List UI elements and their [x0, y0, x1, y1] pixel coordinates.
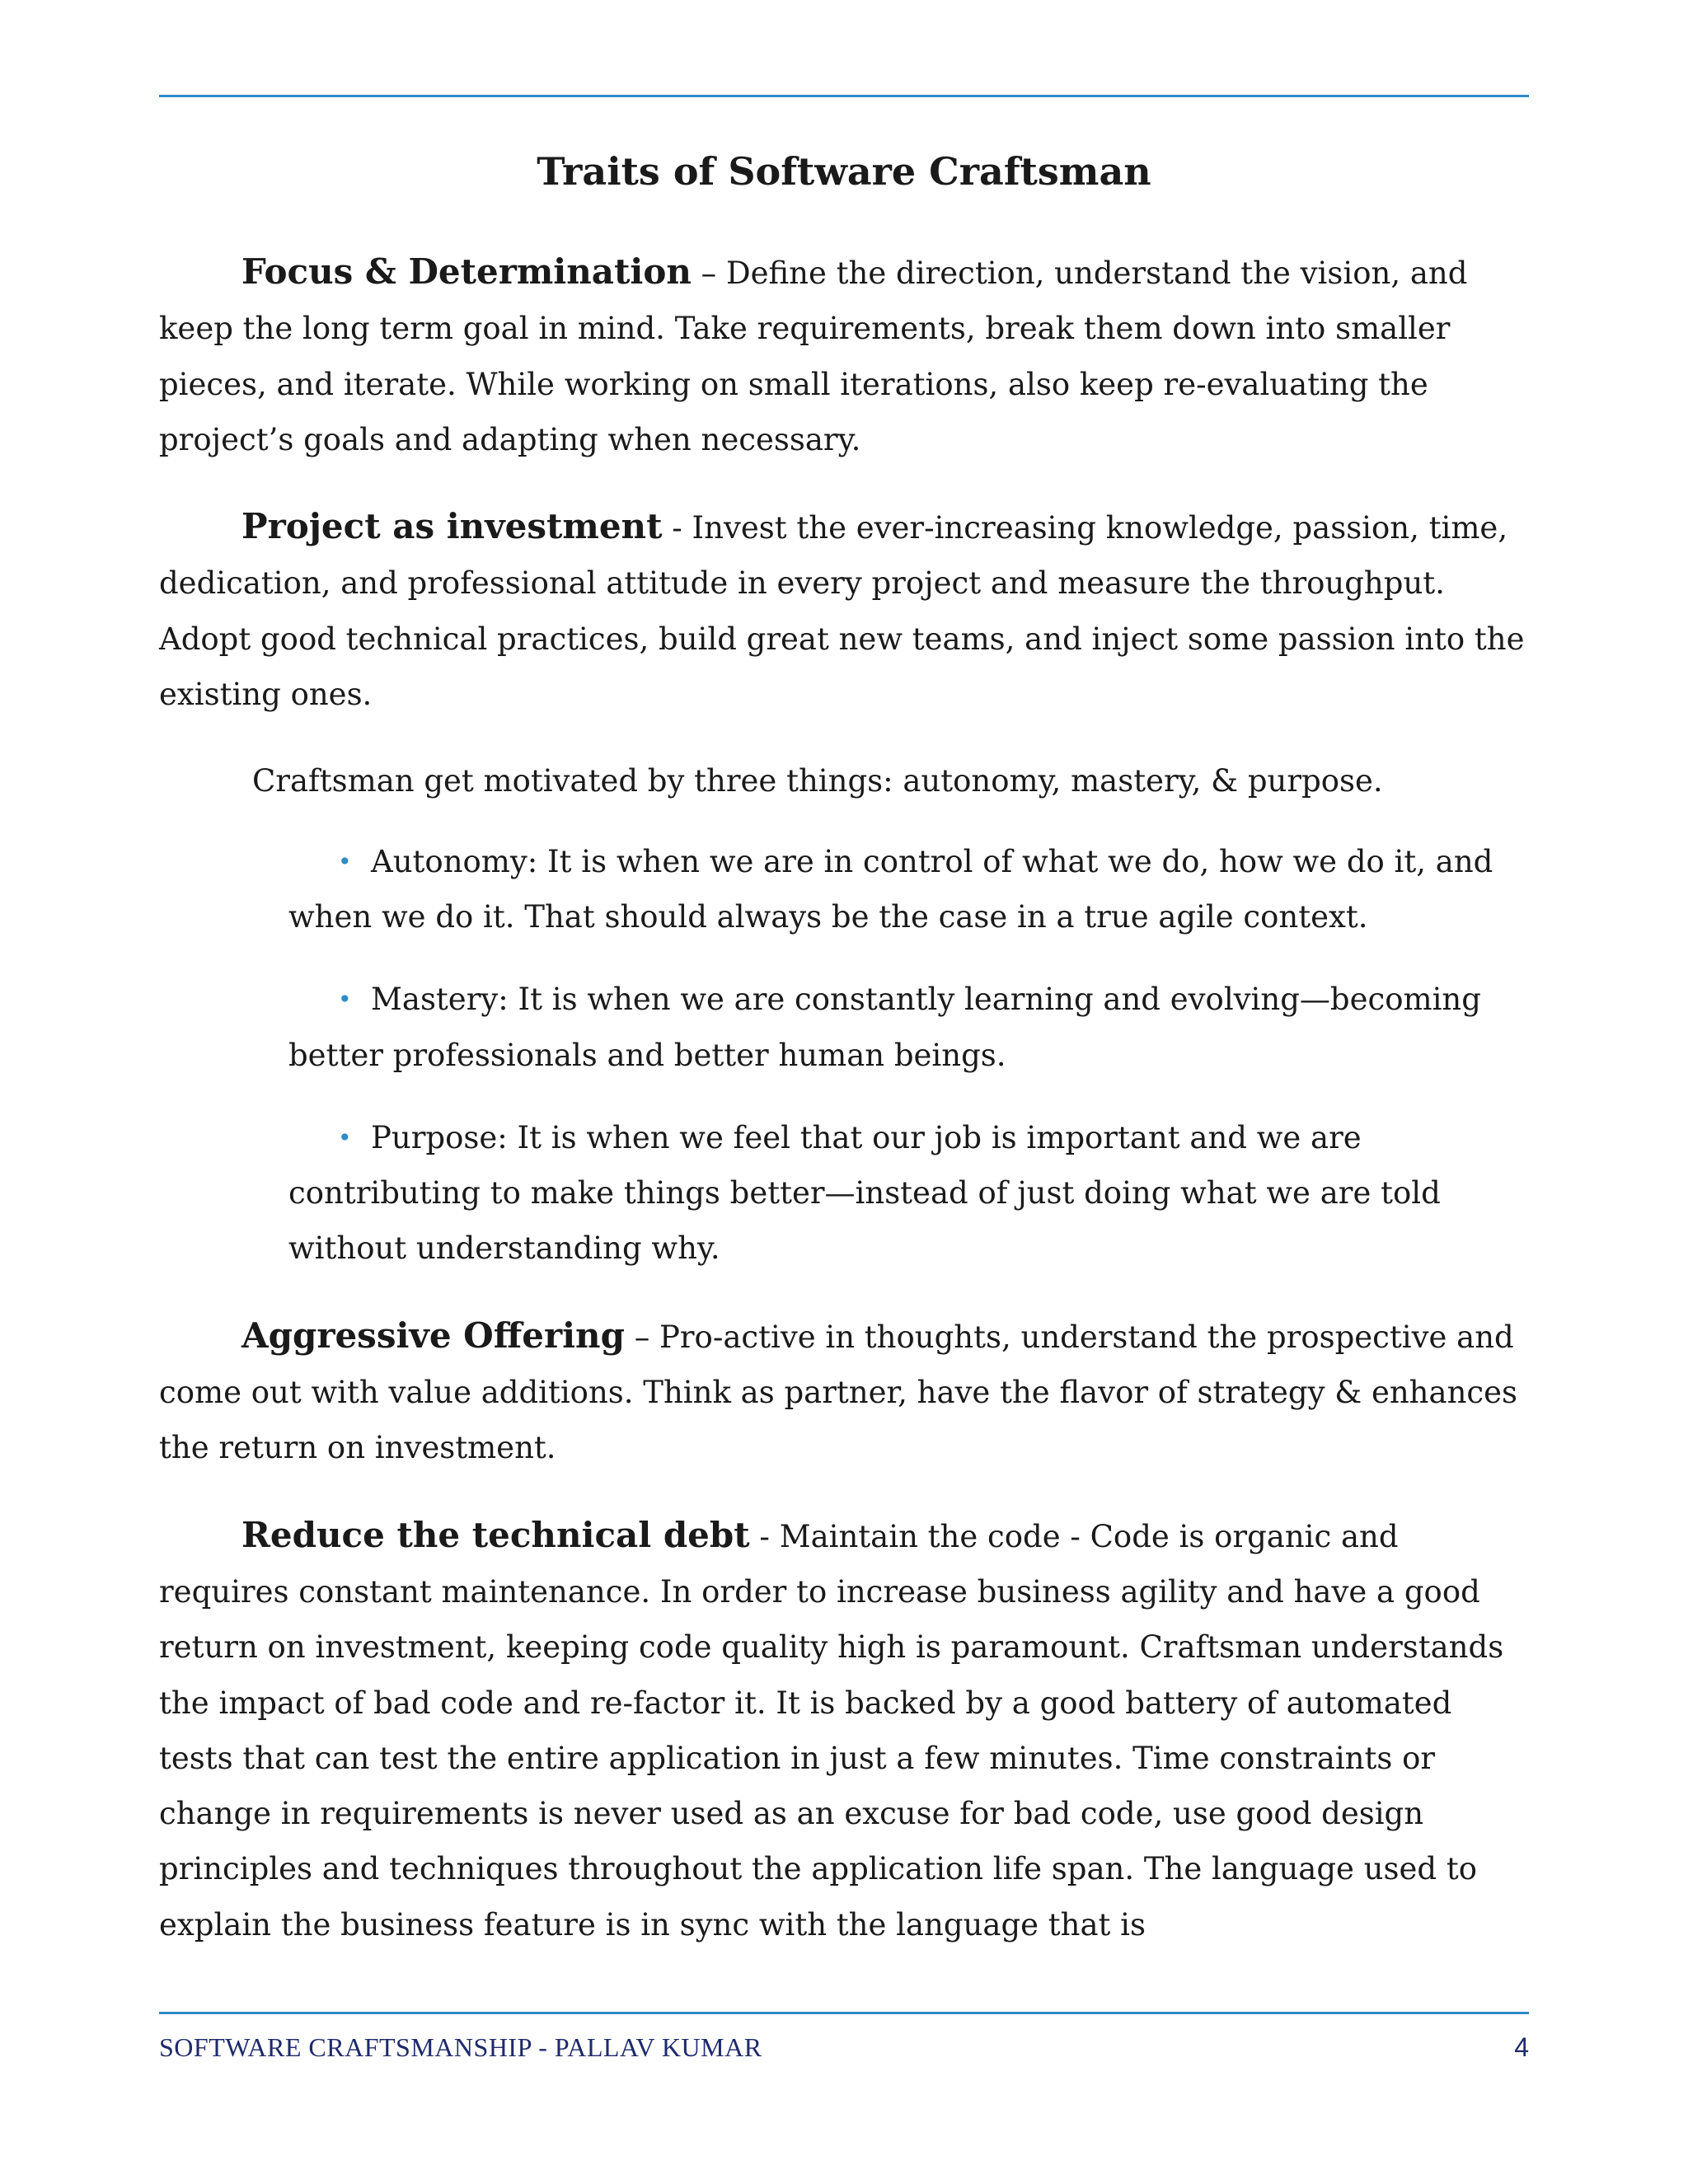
paragraph-separator: – [624, 1319, 659, 1355]
list-item-purpose [288, 1110, 1529, 1277]
paragraph-text: Pro-active in thoughts, understand the prospective and come out with value additions. Think as partner, have the flavor of strategy & enhances the return on investment. [159, 1319, 1517, 1466]
paragraph-lead: Reduce the technical debt [241, 1514, 750, 1555]
bullet-icon: • [338, 1123, 352, 1151]
paragraph-separator: – [691, 255, 726, 291]
footer-rule [159, 2012, 1529, 2014]
paragraph-separator: - [749, 1518, 780, 1554]
motivation-line: Craftsman get motivated by three things: autonomy, mastery, & purpose. [252, 763, 1383, 799]
list-item-text: Purpose: It is when we feel that our job is important and we are contributing to make things better—instead of just doing what we are told without understanding why. [288, 1119, 1441, 1267]
paragraph-technical-debt [159, 1507, 1529, 1952]
paragraph-lead: Focus & Determination [241, 251, 692, 292]
bullet-icon: • [338, 986, 352, 1014]
paragraph-lead: Aggressive Offering [241, 1315, 625, 1356]
paragraph-text: Maintain the code - Code is organic and requires constant maintenance. In order to increase business agility and have a good return on investment, keeping code quality high is paramount. Craftsman understands the impact of bad code and re-factor it. It is backed by a good battery of automated tests that can test the entire application in just a few minutes. Time constraints or change in requirements is never used as an excuse for bad code, use good design principles and techniques throughout the application life span. The language used to explain the business feature is in sync with the language that is [159, 1518, 1504, 1943]
list-item-autonomy [288, 834, 1529, 945]
header-rule [159, 95, 1529, 97]
paragraph-separator: - [662, 510, 692, 546]
footer-running-title: SOFTWARE CRAFTSMANSHIP - PALLAV KUMAR [159, 2032, 762, 2062]
paragraph-text: Define the direction, understand the vision, and keep the long term goal in mind. Take requirements, break them down into smaller pieces, and iterate. While working on small iterations, also keep re-evaluating the project’s goals and adapting when necessary. [159, 255, 1468, 457]
list-item-mastery [288, 972, 1529, 1083]
paragraph-text: Invest the ever-increasing knowledge, passion, time, dedication, and professional attitude in every project and measure the throughput. Adopt good technical practices, build great new teams, and inject some passion into the existing ones. [159, 510, 1525, 713]
page-body [159, 244, 1529, 1984]
list-item-text: Mastery: It is when we are constantly learning and evolving—becoming better professionals and better human beings. [288, 982, 1481, 1073]
paragraph-lead: Project as investment [241, 506, 663, 547]
motivation-list [159, 834, 1529, 1277]
paragraph-project-investment [159, 499, 1529, 722]
page-number: 4 [1514, 2032, 1529, 2062]
bullet-icon: • [338, 847, 352, 875]
list-item-text: Autonomy: It is when we are in control of what we do, how we do it, and when we do it. That should always be the case in a true agile context. [288, 843, 1493, 935]
paragraph-aggressive-offering [159, 1308, 1529, 1476]
paragraph-focus-determination [159, 244, 1529, 467]
page-title: Traits of Software Craftsman [537, 149, 1151, 194]
